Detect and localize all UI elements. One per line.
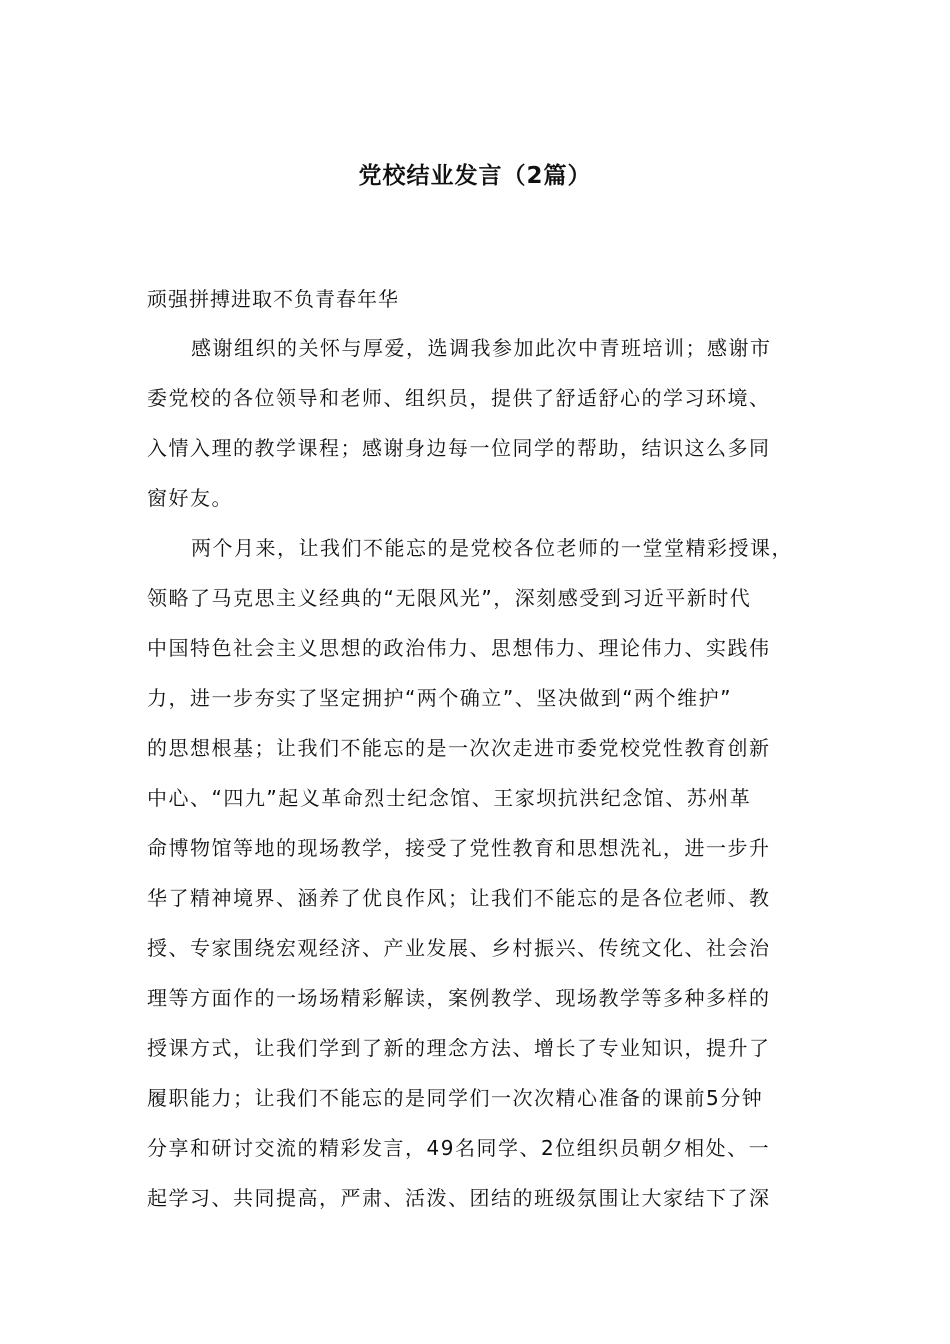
- paragraph-2-line: 分享和研讨交流的精彩发言，49名同学、2位组织员朝夕相处、一: [147, 1136, 771, 1160]
- paragraph-1-line: 委党校的各位领导和老师、组织员，提供了舒适舒心的学习环境、: [147, 386, 771, 410]
- paragraph-1-line: 窗好友。: [147, 486, 233, 510]
- paragraph-2-line: 授、专家围绕宏观经济、产业发展、乡村振兴、传统文化、社会治: [147, 936, 771, 960]
- paragraph-2-line: 授课方式，让我们学到了新的理念方法、增长了专业知识，提升了: [147, 1036, 771, 1060]
- paragraph-2-line: 两个月来，让我们不能忘的是党校各位老师的一堂堂精彩授课，: [191, 536, 793, 560]
- paragraph-2-line: 履职能力；让我们不能忘的是同学们一次次精心准备的课前5分钟: [147, 1086, 764, 1110]
- paragraph-2-line: 中国特色社会主义思想的政治伟力、思想伟力、理论伟力、实践伟: [147, 636, 771, 660]
- paragraph-2-line: 命博物馆等地的现场教学，接受了党性教育和思想洗礼，进一步升: [147, 836, 771, 860]
- paragraph-2-line: 的思想根基；让我们不能忘的是一次次走进市委党校党性教育创新: [147, 736, 771, 760]
- paragraph-2-line: 华了精神境界、涵养了优良作风；让我们不能忘的是各位老师、教: [147, 886, 771, 910]
- document-subtitle: 顽强拼搏进取不负青春年华: [147, 287, 399, 311]
- paragraph-1: [147, 323, 837, 523]
- paragraph-2-line: 力，进一步夯实了坚定拥护“两个确立”、坚决做到“两个维护”: [147, 686, 732, 710]
- paragraph-2-line: 理等方面作的一场场精彩解读，案例教学、现场教学等多种多样的: [147, 986, 771, 1010]
- document-title: 党校结业发言（2篇）: [358, 163, 592, 189]
- paragraph-2: [147, 523, 837, 1223]
- paragraph-1-line: 感谢组织的关怀与厚爱，选调我参加此次中青班培训；感谢市: [191, 336, 772, 360]
- paragraph-2-line: 领略了马克思主义经典的“无限风光”，深刻感受到习近平新时代: [147, 586, 752, 610]
- paragraph-1-line: 入情入理的教学课程；感谢身边每一位同学的帮助，结识这么多同: [147, 436, 771, 460]
- paragraph-2-line: 起学习、共同提高，严肃、活泼、团结的班级氛围让大家结下了深: [147, 1186, 771, 1210]
- paragraph-2-line: 中心、“四九”起义革命烈士纪念馆、王家坝抗洪纪念馆、苏州革: [147, 786, 752, 810]
